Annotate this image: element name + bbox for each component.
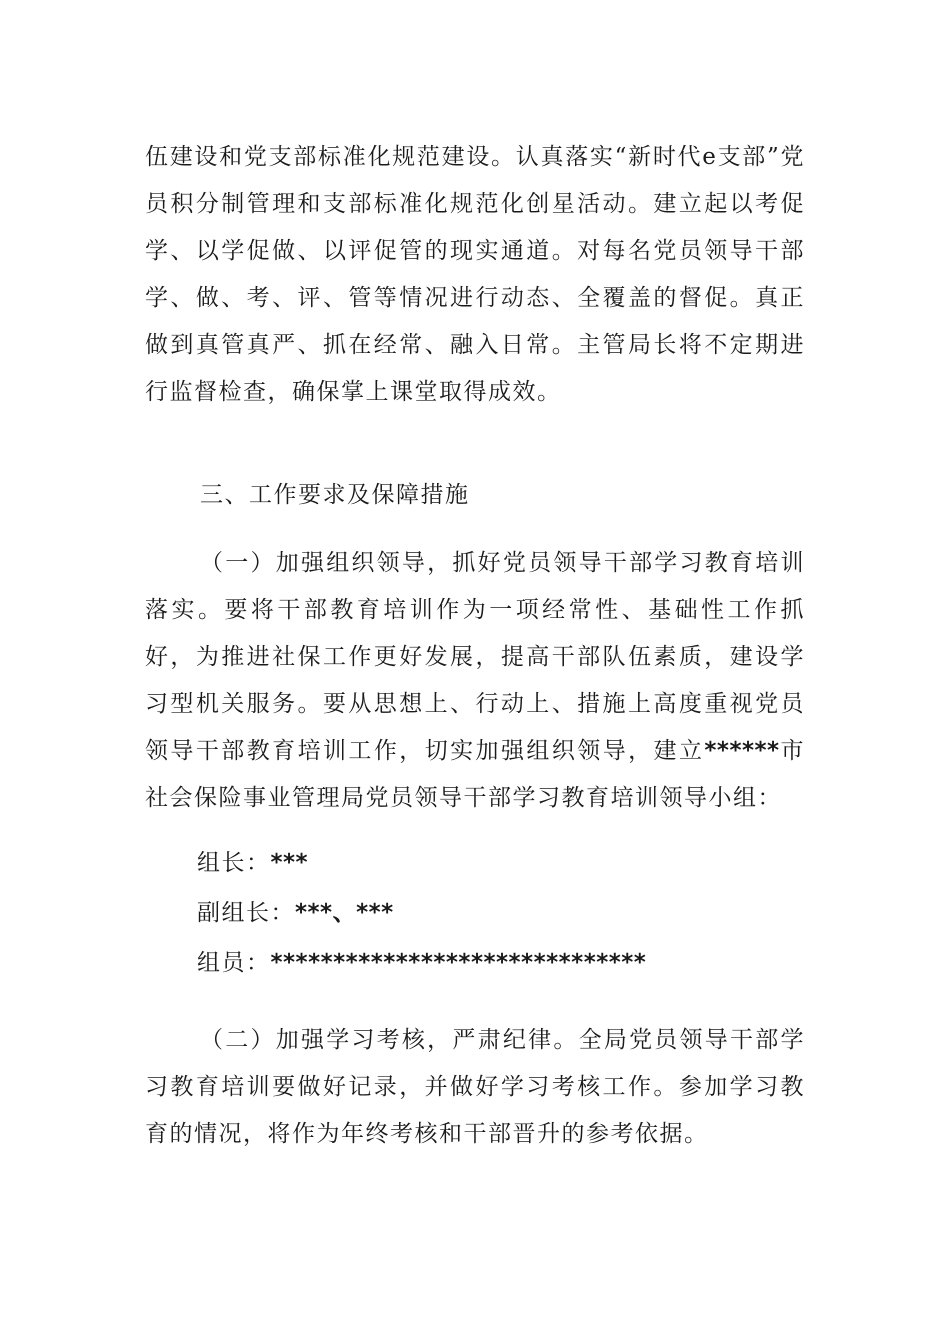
paragraph-organization-leadership bbox=[145, 540, 805, 822]
paragraph-organization-leadership-text: （一）加强组织领导，抓好党员领导干部学习教育培训落实。要将干部教育培训作为一项经常性、基础性工作抓好，为推进社保工作更好发展，提高干部队伍素质，建设学习型机关服务。要从思想上、行动上、措施上高度重视党员领导干部教育培训工作，切实加强组织领导，建立 bbox=[145, 550, 805, 764]
deputy-leader-row bbox=[197, 890, 394, 937]
section-heading-work-requirements: 三、工作要求及保障措施 bbox=[200, 482, 470, 508]
paragraph-organization-leadership-tail: 市社会保险事业管理局党员领导干部学习教育培训领导小组： bbox=[145, 738, 806, 811]
member-names: ****************************** bbox=[270, 950, 647, 976]
deputy-leader-names: ***、*** bbox=[295, 900, 394, 926]
masked-city-name: ****** bbox=[704, 738, 780, 764]
paragraph-study-assessment: （二）加强学习考核，严肃纪律。全局党员领导干部学习教育培训要做好记录，并做好学习考核工作。参加学习教育的情况，将作为年终考核和干部晋升的参考依据。 bbox=[145, 1027, 805, 1147]
member-row bbox=[197, 940, 646, 987]
leader-row bbox=[197, 840, 308, 887]
paragraph-party-branch-standardization: 伍建设和党支部标准化规范建设。认真落实“新时代e支部”党员积分制管理和支部标准化规范化创星活动。建立起以考促学、以学促做、以评促管的现实通道。对每名党员领导干部学、做、考、评、管等情况进行动态、全覆盖的督促。真正做到真管真严、抓在经常、融入日常。主管局长将不定期进行监督检查，确保掌上课堂取得成效。 bbox=[145, 144, 805, 405]
leader-role-label: 组长： bbox=[197, 850, 271, 876]
leader-names: *** bbox=[270, 850, 309, 876]
deputy-leader-role-label: 副组长： bbox=[197, 900, 295, 926]
member-role-label: 组员： bbox=[197, 950, 271, 976]
